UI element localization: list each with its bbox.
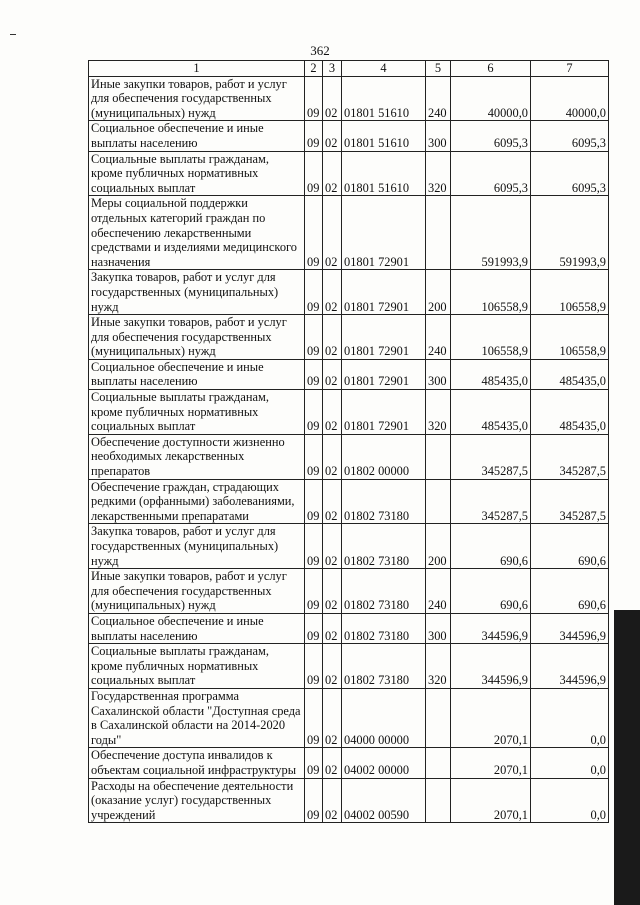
- section-code-cell: 09: [305, 778, 323, 823]
- table-row: [89, 524, 609, 569]
- subsection-code-cell: 02: [323, 390, 342, 435]
- amount-cell-col7: 485435,0: [531, 359, 609, 389]
- subsection-code-cell: 02: [323, 613, 342, 643]
- table-row: [89, 270, 609, 315]
- page-number: 362: [310, 43, 330, 58]
- column-header: 1: [89, 61, 305, 77]
- section-code-cell: 09: [305, 748, 323, 778]
- amount-cell-col7: 6095,3: [531, 151, 609, 196]
- table-row: [89, 688, 609, 747]
- amount-cell-col7: 345287,5: [531, 479, 609, 524]
- subsection-code-cell: 02: [323, 151, 342, 196]
- target-article-cell: 01802 73180: [342, 569, 426, 614]
- amount-cell-col7: 690,6: [531, 524, 609, 569]
- expense-name-cell: Обеспечение доступа инвалидов к объектам социальной инфраструктуры: [89, 748, 305, 778]
- amount-cell-col6: 345287,5: [451, 479, 531, 524]
- target-article-cell: 01802 73180: [342, 644, 426, 689]
- subsection-code-cell: 02: [323, 688, 342, 747]
- amount-cell-col6: 2070,1: [451, 778, 531, 823]
- section-code-cell: 09: [305, 688, 323, 747]
- subsection-code-cell: 02: [323, 479, 342, 524]
- expense-type-cell: [426, 778, 451, 823]
- amount-cell-col6: 690,6: [451, 524, 531, 569]
- amount-cell-col6: 690,6: [451, 569, 531, 614]
- subsection-code-cell: 02: [323, 524, 342, 569]
- subsection-code-cell: 02: [323, 270, 342, 315]
- amount-cell-col7: 344596,9: [531, 613, 609, 643]
- table-row: [89, 121, 609, 151]
- amount-cell-col7: 591993,9: [531, 196, 609, 270]
- expense-type-cell: 320: [426, 151, 451, 196]
- expense-name-cell: Государственная программа Сахалинской области "Доступная среда в Сахалинской области на 2014-2020 годы": [89, 688, 305, 747]
- column-header: 6: [451, 61, 531, 77]
- amount-cell-col6: 6095,3: [451, 121, 531, 151]
- target-article-cell: 01802 73180: [342, 613, 426, 643]
- expense-type-cell: 320: [426, 644, 451, 689]
- scan-mark: [10, 34, 16, 35]
- table-row: [89, 390, 609, 435]
- expense-type-cell: 200: [426, 270, 451, 315]
- amount-cell-col7: 6095,3: [531, 121, 609, 151]
- target-article-cell: 01801 72901: [342, 359, 426, 389]
- table-row: [89, 778, 609, 823]
- expense-name-cell: Социальное обеспечение и иные выплаты населению: [89, 121, 305, 151]
- expense-name-cell: Иные закупки товаров, работ и услуг для обеспечения государственных (муниципальных) нужд: [89, 315, 305, 360]
- section-code-cell: 09: [305, 390, 323, 435]
- target-article-cell: 01801 51610: [342, 76, 426, 121]
- budget-table: [88, 60, 609, 823]
- expense-type-cell: 240: [426, 76, 451, 121]
- target-article-cell: 04002 00000: [342, 748, 426, 778]
- target-article-cell: 01801 72901: [342, 270, 426, 315]
- target-article-cell: 01801 72901: [342, 196, 426, 270]
- target-article-cell: 01801 51610: [342, 151, 426, 196]
- subsection-code-cell: 02: [323, 121, 342, 151]
- amount-cell-col7: 690,6: [531, 569, 609, 614]
- amount-cell-col7: 106558,9: [531, 270, 609, 315]
- amount-cell-col7: 106558,9: [531, 315, 609, 360]
- target-article-cell: 01802 73180: [342, 479, 426, 524]
- expense-type-cell: 240: [426, 315, 451, 360]
- amount-cell-col6: 106558,9: [451, 270, 531, 315]
- expense-name-cell: Закупка товаров, работ и услуг для государственных (муниципальных) нужд: [89, 270, 305, 315]
- target-article-cell: 01802 00000: [342, 434, 426, 479]
- expense-type-cell: [426, 688, 451, 747]
- table-row: [89, 569, 609, 614]
- table-row: [89, 76, 609, 121]
- expense-name-cell: Социальные выплаты гражданам, кроме публичных нормативных социальных выплат: [89, 644, 305, 689]
- amount-cell-col6: 40000,0: [451, 76, 531, 121]
- section-code-cell: 09: [305, 479, 323, 524]
- amount-cell-col6: 344596,9: [451, 613, 531, 643]
- expense-name-cell: Обеспечение граждан, страдающих редкими (орфанными) заболеваниями, лекарственными препаратами: [89, 479, 305, 524]
- subsection-code-cell: 02: [323, 315, 342, 360]
- amount-cell-col6: 6095,3: [451, 151, 531, 196]
- subsection-code-cell: 02: [323, 569, 342, 614]
- section-code-cell: 09: [305, 359, 323, 389]
- expense-type-cell: [426, 748, 451, 778]
- expense-name-cell: Расходы на обеспечение деятельности (оказание услуг) государственных учреждений: [89, 778, 305, 823]
- section-code-cell: 09: [305, 569, 323, 614]
- column-header: 3: [323, 61, 342, 77]
- expense-name-cell: Меры социальной поддержки отдельных категорий граждан по обеспечению лекарственными средствами и изделиями медицинского назначения: [89, 196, 305, 270]
- amount-cell-col7: 344596,9: [531, 644, 609, 689]
- amount-cell-col7: 345287,5: [531, 434, 609, 479]
- table-row: [89, 479, 609, 524]
- section-code-cell: 09: [305, 524, 323, 569]
- table-row: [89, 613, 609, 643]
- section-code-cell: 09: [305, 613, 323, 643]
- expense-name-cell: Социальное обеспечение и иные выплаты населению: [89, 613, 305, 643]
- scan-edge-bar: [614, 610, 640, 905]
- table-row: [89, 196, 609, 270]
- amount-cell-col6: 2070,1: [451, 688, 531, 747]
- section-code-cell: 09: [305, 434, 323, 479]
- target-article-cell: 01802 73180: [342, 524, 426, 569]
- subsection-code-cell: 02: [323, 196, 342, 270]
- expense-type-cell: [426, 434, 451, 479]
- section-code-cell: 09: [305, 76, 323, 121]
- table-row: [89, 434, 609, 479]
- section-code-cell: 09: [305, 315, 323, 360]
- column-header: 4: [342, 61, 426, 77]
- table-row: [89, 359, 609, 389]
- target-article-cell: 01801 51610: [342, 121, 426, 151]
- expense-name-cell: Закупка товаров, работ и услуг для государственных (муниципальных) нужд: [89, 524, 305, 569]
- expense-type-cell: 200: [426, 524, 451, 569]
- target-article-cell: 01801 72901: [342, 390, 426, 435]
- expense-type-cell: [426, 196, 451, 270]
- column-header: 5: [426, 61, 451, 77]
- amount-cell-col6: 485435,0: [451, 359, 531, 389]
- amount-cell-col6: 591993,9: [451, 196, 531, 270]
- target-article-cell: 04000 00000: [342, 688, 426, 747]
- column-header: 7: [531, 61, 609, 77]
- amount-cell-col7: 485435,0: [531, 390, 609, 435]
- amount-cell-col7: 0,0: [531, 688, 609, 747]
- section-code-cell: 09: [305, 644, 323, 689]
- table-row: [89, 151, 609, 196]
- expense-name-cell: Социальное обеспечение и иные выплаты населению: [89, 359, 305, 389]
- subsection-code-cell: 02: [323, 434, 342, 479]
- expense-type-cell: 300: [426, 121, 451, 151]
- expense-type-cell: [426, 479, 451, 524]
- subsection-code-cell: 02: [323, 748, 342, 778]
- section-code-cell: 09: [305, 270, 323, 315]
- table-header-row: [89, 61, 609, 77]
- subsection-code-cell: 02: [323, 778, 342, 823]
- amount-cell-col7: 0,0: [531, 778, 609, 823]
- section-code-cell: 09: [305, 121, 323, 151]
- amount-cell-col7: 0,0: [531, 748, 609, 778]
- amount-cell-col6: 2070,1: [451, 748, 531, 778]
- expense-name-cell: Иные закупки товаров, работ и услуг для обеспечения государственных (муниципальных) нужд: [89, 569, 305, 614]
- expense-name-cell: Обеспечение доступности жизненно необходимых лекарственных препаратов: [89, 434, 305, 479]
- table-row: [89, 315, 609, 360]
- amount-cell-col6: 106558,9: [451, 315, 531, 360]
- section-code-cell: 09: [305, 151, 323, 196]
- expense-type-cell: 300: [426, 613, 451, 643]
- amount-cell-col6: 345287,5: [451, 434, 531, 479]
- subsection-code-cell: 02: [323, 359, 342, 389]
- expense-name-cell: Социальные выплаты гражданам, кроме публичных нормативных социальных выплат: [89, 151, 305, 196]
- expense-type-cell: 240: [426, 569, 451, 614]
- target-article-cell: 04002 00590: [342, 778, 426, 823]
- table-row: [89, 748, 609, 778]
- section-code-cell: 09: [305, 196, 323, 270]
- amount-cell-col7: 40000,0: [531, 76, 609, 121]
- column-header: 2: [305, 61, 323, 77]
- subsection-code-cell: 02: [323, 76, 342, 121]
- expense-name-cell: Социальные выплаты гражданам, кроме публичных нормативных социальных выплат: [89, 390, 305, 435]
- target-article-cell: 01801 72901: [342, 315, 426, 360]
- amount-cell-col6: 485435,0: [451, 390, 531, 435]
- subsection-code-cell: 02: [323, 644, 342, 689]
- expense-type-cell: 320: [426, 390, 451, 435]
- amount-cell-col6: 344596,9: [451, 644, 531, 689]
- table-row: [89, 644, 609, 689]
- expense-name-cell: Иные закупки товаров, работ и услуг для обеспечения государственных (муниципальных) нужд: [89, 76, 305, 121]
- expense-type-cell: 300: [426, 359, 451, 389]
